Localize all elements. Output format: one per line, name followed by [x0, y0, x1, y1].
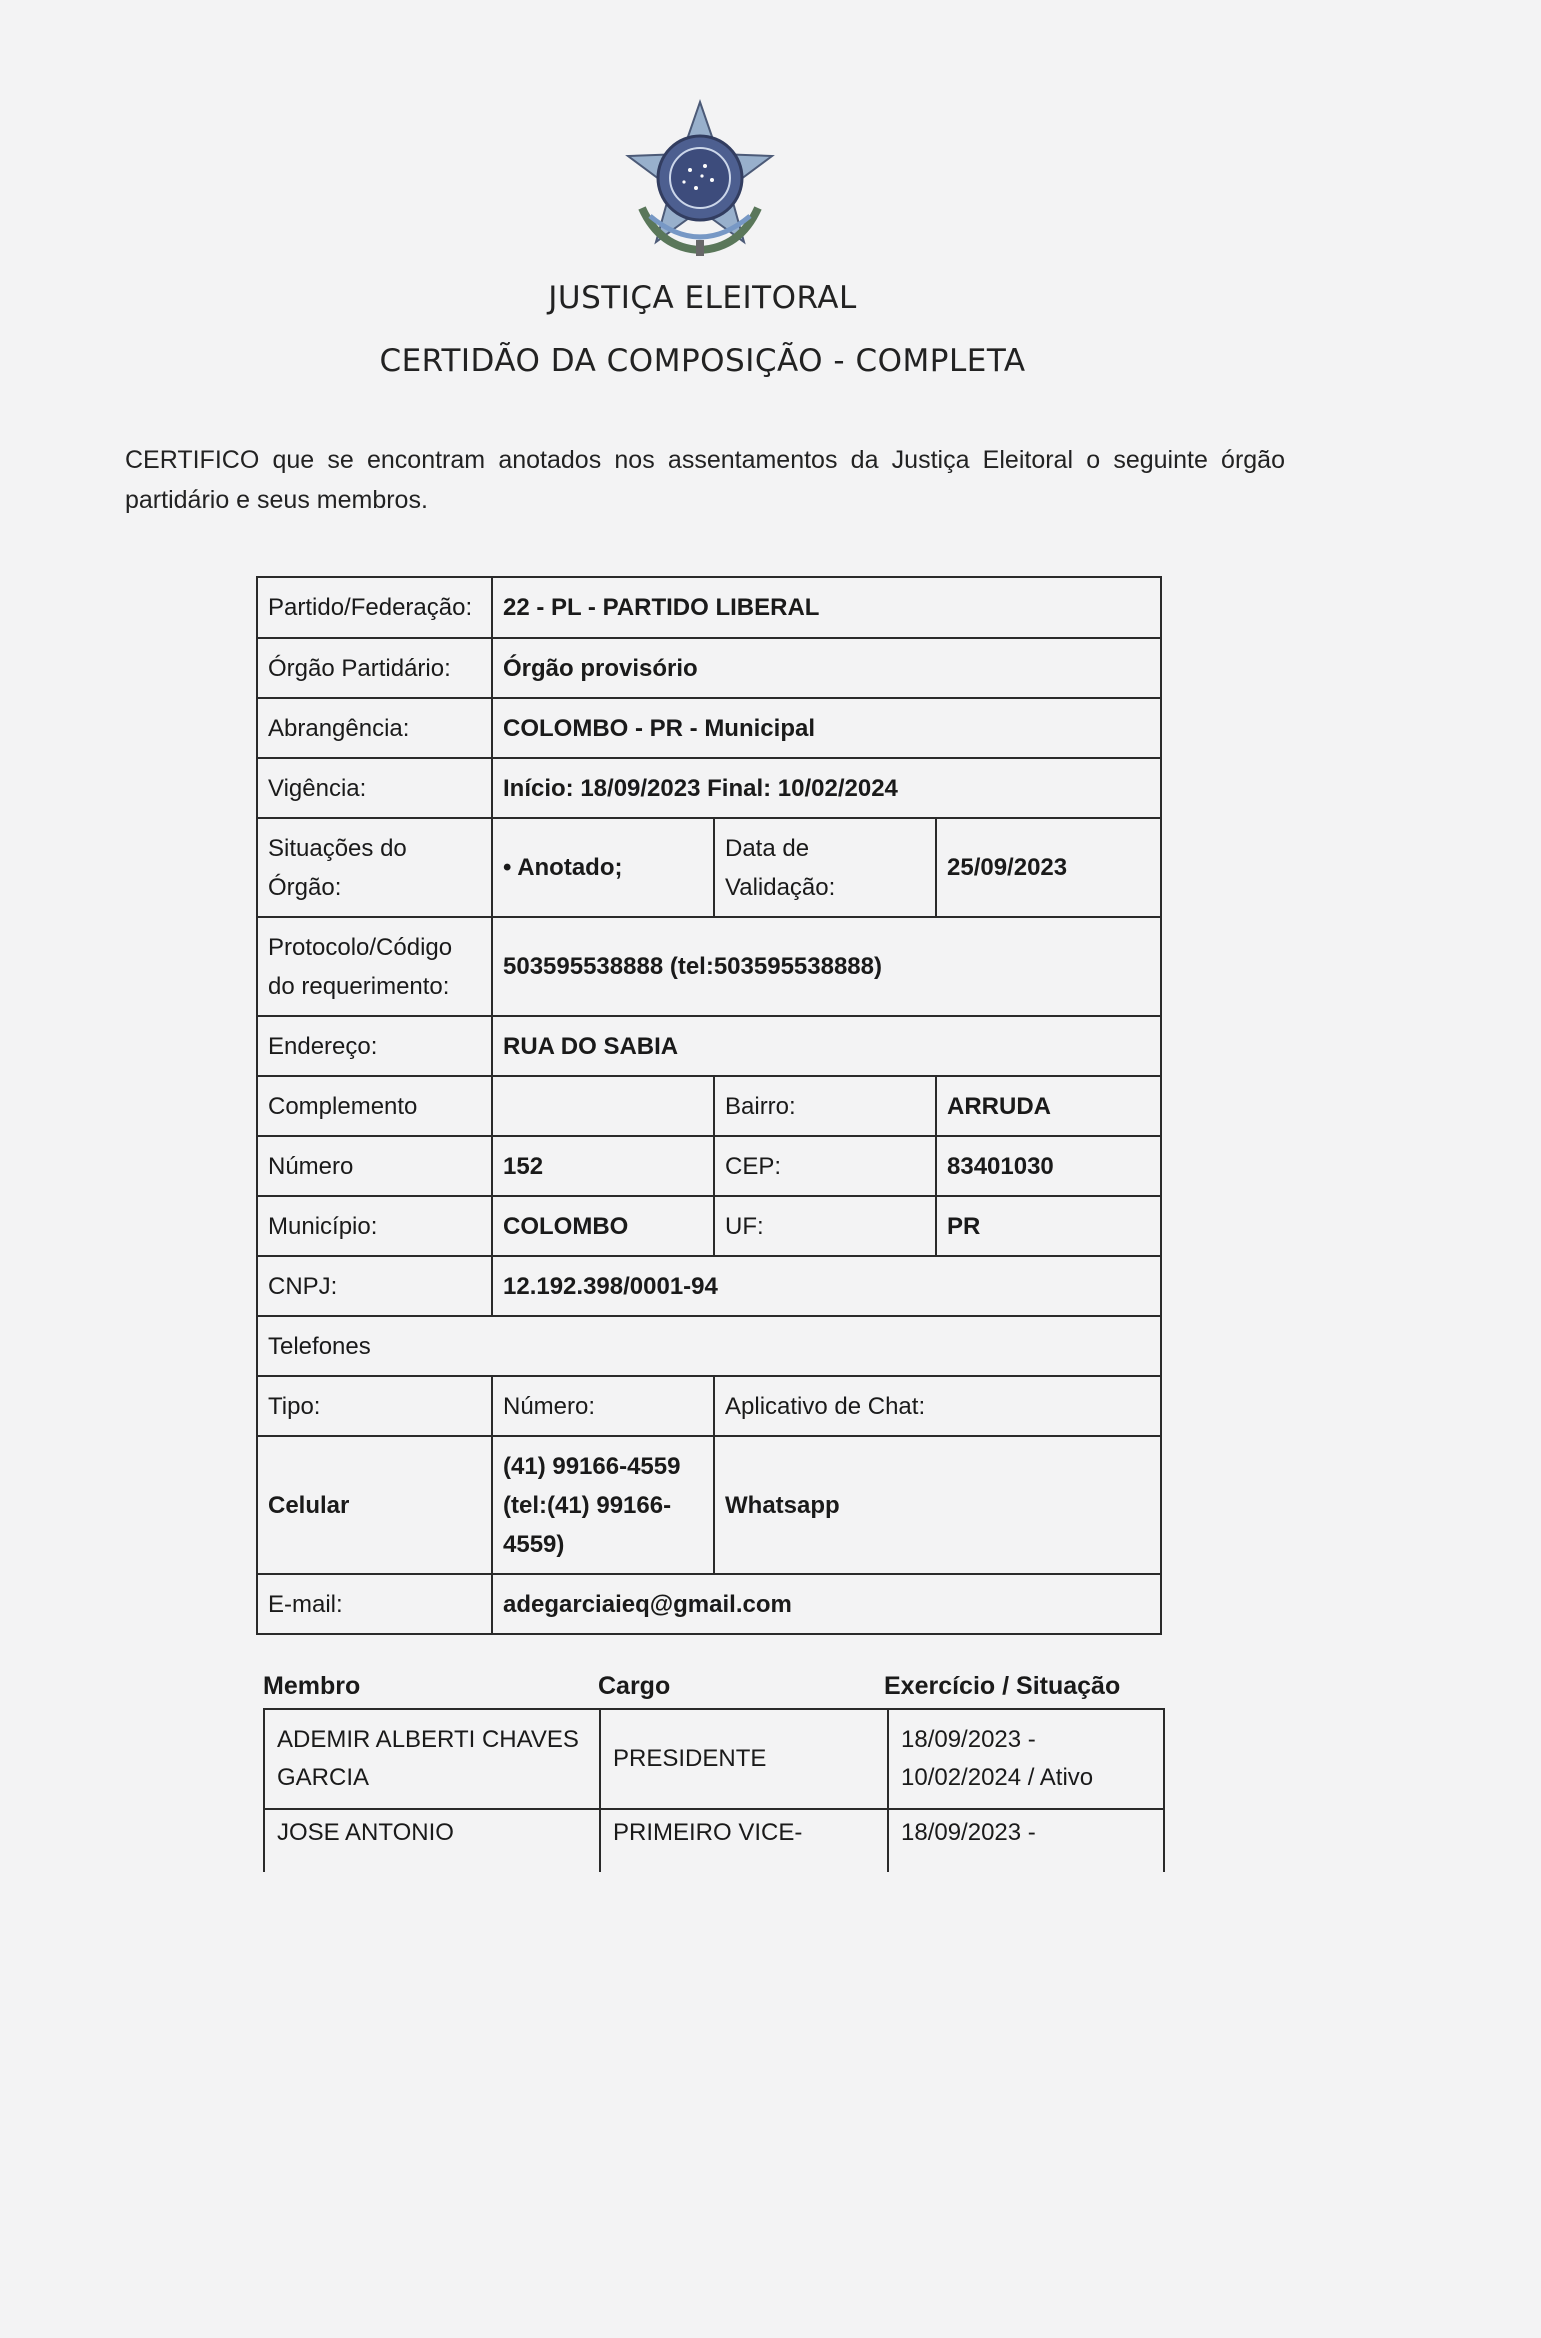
- table-row: [257, 758, 1161, 818]
- municipio-label: Município:: [257, 1196, 492, 1256]
- table-row: [257, 1376, 1161, 1436]
- abrangencia-label: Abrangência:: [257, 698, 492, 758]
- uf-label: UF:: [714, 1196, 936, 1256]
- endereco-value: RUA DO SABIA: [492, 1016, 1161, 1076]
- table-row: [257, 1316, 1161, 1376]
- col-exercicio-header: Exercício / Situação: [884, 1672, 1121, 1700]
- table-row: [257, 1574, 1161, 1634]
- member-exercicio: 18/09/2023 -: [888, 1809, 1164, 1872]
- cnpj-value: 12.192.398/0001-94: [492, 1256, 1161, 1316]
- numero-label: Número: [257, 1136, 492, 1196]
- tipo-value: Celular: [257, 1436, 492, 1574]
- vigencia-label: Vigência:: [257, 758, 492, 818]
- protocolo-label: Protocolo/Código do requerimento:: [257, 917, 492, 1016]
- numero-tel-value: (41) 99166-4559 (tel:(41) 99166-4559): [492, 1436, 714, 1574]
- page-subtitle: CERTIDÃO DA COMPOSIÇÃO - COMPLETA: [379, 343, 1026, 379]
- party-info-table: [256, 576, 1162, 1635]
- page-title: JUSTIÇA ELEITORAL: [548, 280, 857, 316]
- col-membro-header: Membro: [263, 1672, 361, 1700]
- member-cargo: PRESIDENTE: [600, 1709, 888, 1809]
- email-value: adegarciaieq@gmail.com: [492, 1574, 1161, 1634]
- certificate-text: CERTIFICO que se encontram anotados nos assentamentos da Justiça Eleitoral o seguinte órgão partidário e seus membros.: [125, 446, 1285, 514]
- table-row: [257, 638, 1161, 698]
- vigencia-value: Início: 18/09/2023 Final: 10/02/2024: [492, 758, 1161, 818]
- abrangencia-value: COLOMBO - PR - Municipal: [492, 698, 1161, 758]
- uf-value: PR: [936, 1196, 1161, 1256]
- table-row: [257, 1076, 1161, 1136]
- email-label: E-mail:: [257, 1574, 492, 1634]
- partido-label: Partido/Federação:: [257, 577, 492, 638]
- members-table: [263, 1708, 1165, 1872]
- orgao-label: Órgão Partidário:: [257, 638, 492, 698]
- member-name: ADEMIR ALBERTI CHAVES GARCIA: [264, 1709, 600, 1809]
- table-row: [264, 1809, 1164, 1872]
- table-row: [257, 917, 1161, 1016]
- table-row: [257, 1196, 1161, 1256]
- cnpj-label: CNPJ:: [257, 1256, 492, 1316]
- table-row: [257, 1256, 1161, 1316]
- numero-value: 152: [492, 1136, 714, 1196]
- complemento-label: Complemento: [257, 1076, 492, 1136]
- table-row: [257, 818, 1161, 917]
- situacoes-value: • Anotado;: [492, 818, 714, 917]
- table-row: [264, 1709, 1164, 1809]
- member-name: JOSE ANTONIO: [264, 1809, 600, 1872]
- table-row: [257, 1436, 1161, 1574]
- member-cargo: PRIMEIRO VICE-: [600, 1809, 888, 1872]
- telefones-label: Telefones: [257, 1316, 1161, 1376]
- protocolo-value: 503595538888 (tel:503595538888): [492, 917, 1161, 1016]
- bairro-value: ARRUDA: [936, 1076, 1161, 1136]
- table-row: [257, 1016, 1161, 1076]
- member-exercicio: 18/09/2023 - 10/02/2024 / Ativo: [888, 1709, 1164, 1809]
- complemento-value: [492, 1076, 714, 1136]
- data-validacao-value: 25/09/2023: [936, 818, 1161, 917]
- cep-label: CEP:: [714, 1136, 936, 1196]
- col-cargo-header: Cargo: [598, 1672, 671, 1700]
- table-row: [257, 698, 1161, 758]
- municipio-value: COLOMBO: [492, 1196, 714, 1256]
- orgao-value: Órgão provisório: [492, 638, 1161, 698]
- brazil-coat-of-arms-icon: [620, 98, 780, 258]
- tipo-label: Tipo:: [257, 1376, 492, 1436]
- cep-value: 83401030: [936, 1136, 1161, 1196]
- table-row: [257, 1136, 1161, 1196]
- numero-tel-label: Número:: [492, 1376, 714, 1436]
- situacoes-label: Situações do Órgão:: [257, 818, 492, 917]
- aplicativo-value: Whatsapp: [714, 1436, 1161, 1574]
- endereco-label: Endereço:: [257, 1016, 492, 1076]
- table-row: [257, 577, 1161, 638]
- data-validacao-label: Data de Validação:: [714, 818, 936, 917]
- partido-value: 22 - PL - PARTIDO LIBERAL: [492, 577, 1161, 638]
- aplicativo-label: Aplicativo de Chat:: [714, 1376, 1161, 1436]
- bairro-label: Bairro:: [714, 1076, 936, 1136]
